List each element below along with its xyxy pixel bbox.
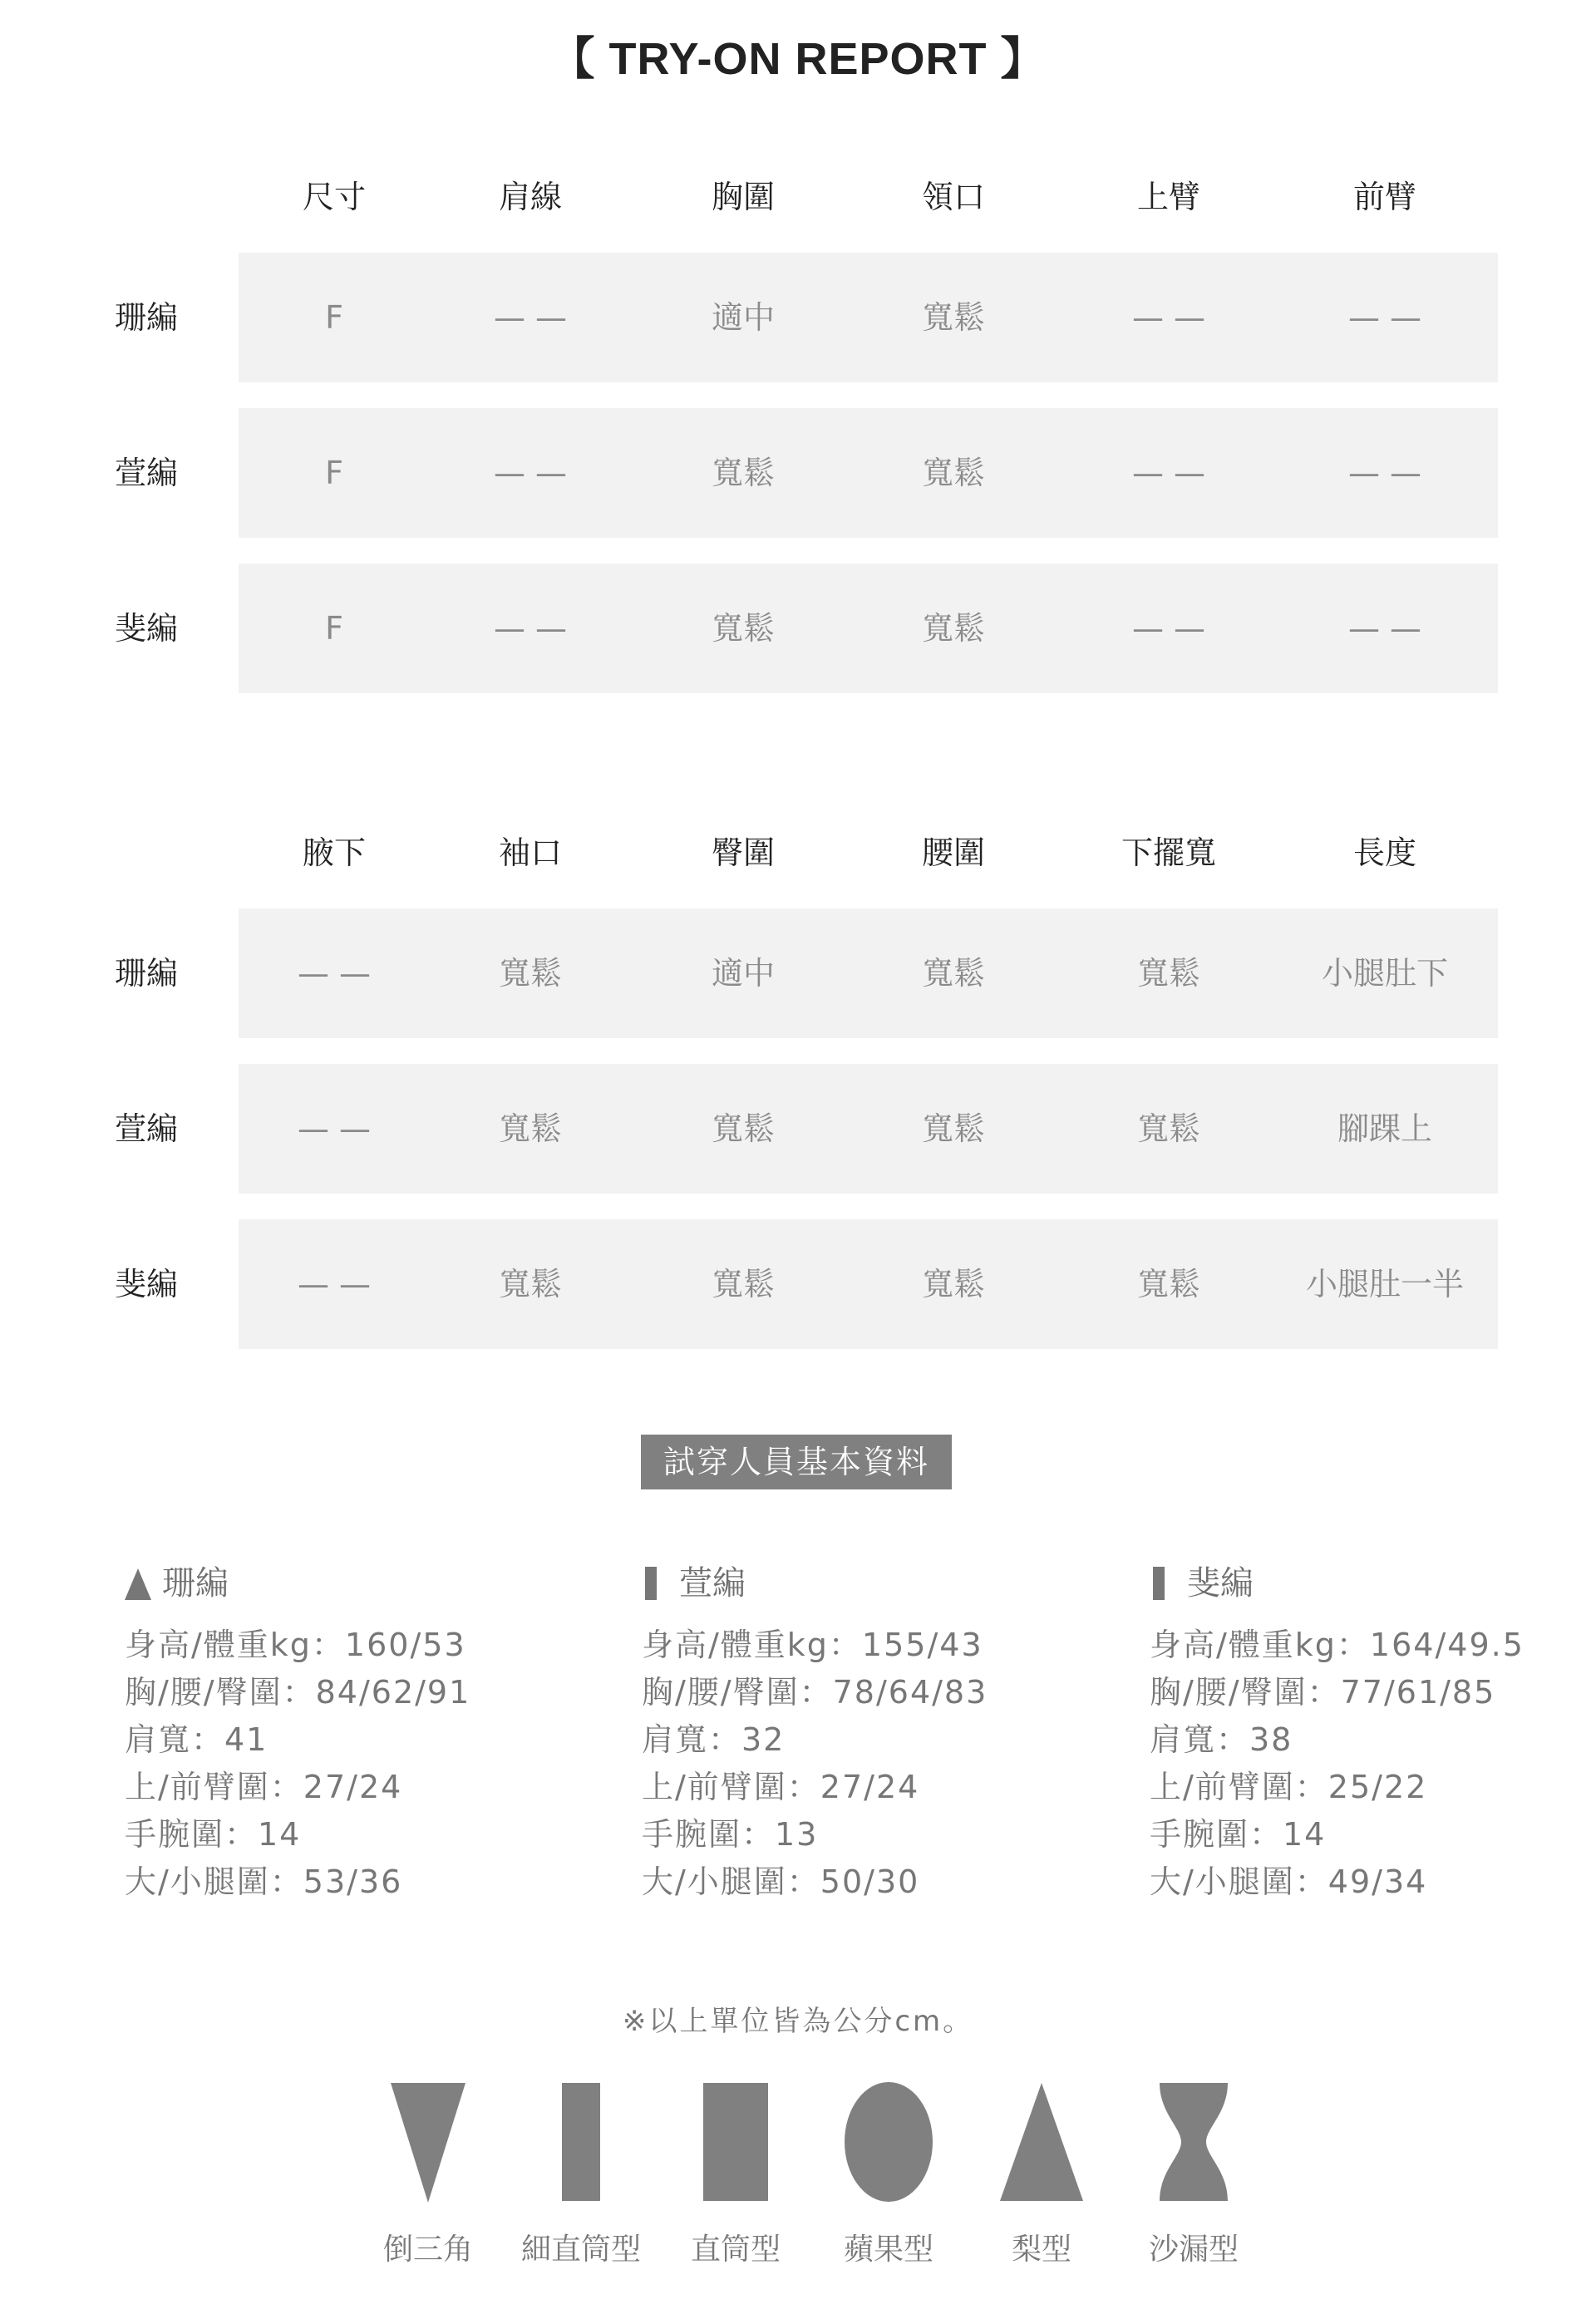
hourglass-icon [1160,2080,1228,2204]
table-cell: 寬鬆 [711,1266,775,1302]
table-cell: 適中 [711,955,775,992]
table-cell: 寬鬆 [921,1110,985,1147]
table-cell: 寬鬆 [1136,955,1200,992]
table-cell: — — [1131,455,1206,491]
table-cell: — — [1347,610,1422,647]
table-cell: 寬鬆 [498,1110,562,1147]
header-cell: 肩線 [498,179,562,215]
shape-label: 沙漏型 [1148,2233,1239,2267]
stat-line: 上/前臂圍：25/22 [1150,1769,1428,1805]
table-cell: — — [297,1266,372,1302]
row-label: 萱編 [115,455,179,491]
tester-header [125,1558,590,1608]
stat-line: 肩寬：32 [642,1721,786,1758]
shape-label: 細直筒型 [520,2233,641,2267]
stat-line: 身高/體重kg：164/49.5 [1150,1627,1525,1663]
stat-line: 胸/腰/臀圍：84/62/91 [125,1674,471,1711]
stat-line: 手腕圍：14 [125,1816,302,1853]
table-row [0,564,1596,693]
table-row [0,253,1596,382]
tester-name: 斐編 [1187,1564,1254,1602]
table-cell: — — [1131,610,1206,647]
tester-profile [1150,1558,1596,1906]
stat-line: 身高/體重kg：160/53 [125,1627,466,1663]
table-cell: 小腿肚下 [1321,955,1448,992]
header-cell: 胸圍 [711,179,775,215]
table-cell: 寬鬆 [498,955,562,992]
header-cell: 臀圍 [711,834,775,871]
header-cell: 下擺寬 [1121,834,1216,871]
stat-line: 身高/體重kg：155/43 [642,1627,983,1663]
row-label: 斐編 [115,610,179,647]
stat-line: 上/前臂圍：27/24 [125,1769,403,1805]
thin-rectangle-icon [562,2080,600,2204]
bar-icon [645,1567,657,1600]
table-row [0,1064,1596,1194]
table-cell: — — [493,455,568,491]
units-note: ※以上單位皆為公分cm。 [622,2005,974,2038]
row-label: 珊編 [115,299,179,336]
triangle-icon [1000,2080,1083,2204]
header-cell: 腰圍 [921,834,985,871]
table-header [0,820,1596,886]
tester-stats [1150,1622,1596,1906]
table-cell: 寬鬆 [1136,1266,1200,1302]
table-cell: 小腿肚一半 [1305,1266,1464,1302]
table-cell: 寬鬆 [498,1266,562,1302]
table-cell: F [325,299,343,336]
stat-line: 胸/腰/臀圍：78/64/83 [642,1674,988,1711]
header-cell: 前臂 [1352,179,1416,215]
table-cell: — — [297,955,372,992]
table-cell: 寬鬆 [921,955,985,992]
table-cell: 寬鬆 [921,1266,985,1302]
tester-name: 萱編 [679,1564,746,1602]
triangle-icon [125,1568,151,1600]
tester-profile [125,1558,590,1906]
table-cell: 寬鬆 [921,455,985,491]
inverted-triangle-icon [391,2080,466,2204]
stat-line: 肩寬：38 [1150,1721,1293,1758]
stat-line: 手腕圍：13 [642,1816,819,1853]
table-header [0,164,1596,230]
table-cell: 寬鬆 [1136,1110,1200,1147]
shape-label: 直筒型 [690,2233,781,2267]
table-cell: F [325,610,343,647]
table-cell: — — [1131,299,1206,336]
table-cell: 寬鬆 [711,610,775,647]
table-cell: 寬鬆 [711,455,775,491]
table-cell: 適中 [711,299,775,336]
section-badge: 試穿人員基本資料 [641,1435,952,1489]
table-cell: — — [493,610,568,647]
table-cell: — — [297,1110,372,1147]
header-cell: 領口 [921,179,985,215]
row-label: 萱編 [115,1110,179,1147]
row-label: 斐編 [115,1266,179,1302]
table-row [0,1219,1596,1349]
shape-label: 梨型 [1011,2233,1071,2267]
header-cell: 尺寸 [302,179,366,215]
stat-line: 胸/腰/臀圍：77/61/85 [1150,1674,1496,1711]
stat-line: 肩寬：41 [125,1721,268,1758]
table-cell: 寬鬆 [921,610,985,647]
table-cell: 寬鬆 [711,1110,775,1147]
table-row [0,408,1596,538]
row-label: 珊編 [115,955,179,992]
table-row [0,908,1596,1038]
stat-line: 大/小腿圍：53/36 [125,1863,403,1900]
oval-icon [844,2080,933,2204]
table-cell: — — [1347,455,1422,491]
table-cell: F [325,455,343,491]
tester-profile [642,1558,1107,1906]
stat-line: 大/小腿圍：50/30 [642,1863,920,1900]
tester-name: 珊編 [162,1564,229,1602]
tester-stats [125,1622,590,1906]
stat-line: 上/前臂圍：27/24 [642,1769,920,1805]
tester-header [642,1558,1107,1608]
header-cell: 上臂 [1136,179,1200,215]
table-cell: 腳踝上 [1337,1110,1432,1147]
page-title: 【 TRY-ON REPORT 】 [549,34,1047,84]
tester-header [1150,1558,1596,1608]
stat-line: 手腕圍：14 [1150,1816,1327,1853]
table-cell: — — [1347,299,1422,336]
stat-line: 大/小腿圍：49/34 [1150,1863,1428,1900]
rectangle-icon [703,2080,768,2204]
shape-label: 倒三角 [382,2233,473,2267]
shape-label: 蘋果型 [843,2233,933,2267]
table-cell: 寬鬆 [921,299,985,336]
bar-icon [1153,1567,1165,1600]
table-cell: — — [493,299,568,336]
tester-stats [642,1622,1107,1906]
header-cell: 腋下 [302,834,366,871]
header-cell: 袖口 [498,834,562,871]
header-cell: 長度 [1352,834,1416,871]
